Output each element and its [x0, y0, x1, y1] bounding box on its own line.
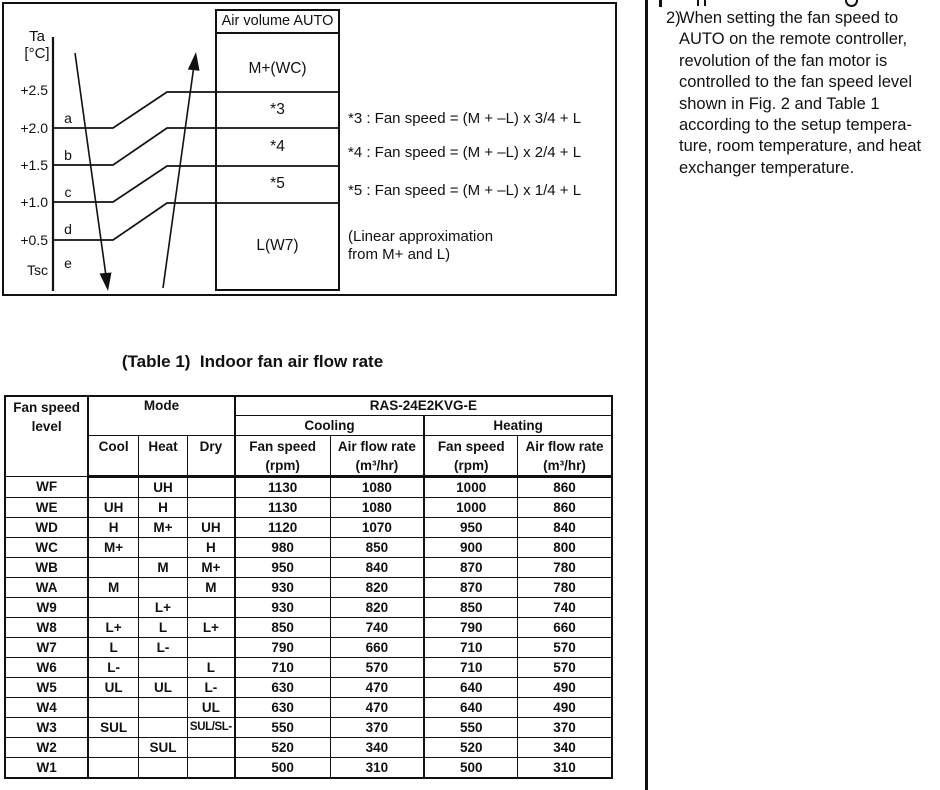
cell-cool: L+: [88, 617, 138, 637]
cell-h_flow: 660: [518, 617, 612, 637]
cell-heat: M: [138, 557, 187, 577]
cell-dry: [188, 757, 235, 778]
cell-heat: [138, 537, 187, 557]
cell-level: WA: [5, 577, 88, 597]
tick-label: +0.5: [20, 232, 48, 248]
cell-cool: UH: [88, 497, 138, 517]
header-text: (m³/hr): [543, 457, 586, 473]
table-row: [5, 476, 612, 497]
cell-c_rpm: 710: [235, 657, 330, 677]
zone-letter: a: [64, 110, 72, 126]
col-header-cool: Cool: [88, 435, 138, 476]
cell-dry: M: [188, 577, 235, 597]
note-line: exchanger temperature.: [679, 158, 855, 177]
clipped-text-fragment: [659, 0, 662, 7]
cell-h_flow: 780: [518, 557, 612, 577]
cell-c_flow: 740: [330, 617, 424, 637]
level-label: *5: [270, 175, 285, 192]
cell-level: W9: [5, 597, 88, 617]
cell-c_rpm: 520: [235, 737, 330, 757]
cell-c_flow: 570: [330, 657, 424, 677]
table-row: [5, 697, 612, 717]
cell-dry: M+: [188, 557, 235, 577]
cell-c_flow: 310: [330, 757, 424, 778]
table-row: [5, 637, 612, 657]
cell-cool: [88, 597, 138, 617]
cell-heat: UL: [138, 677, 187, 697]
cell-c_rpm: 980: [235, 537, 330, 557]
indoor-fan-airflow-table: [4, 395, 613, 779]
zone-letter: b: [64, 147, 72, 163]
table-row: [5, 617, 612, 637]
tick-label: +1.5: [20, 157, 48, 173]
cell-cool: M+: [88, 537, 138, 557]
note-paragraph: [666, 8, 938, 179]
col-header-dry: Dry: [188, 435, 235, 476]
header-text: Fan speed: [13, 400, 81, 415]
cell-c_rpm: 790: [235, 637, 330, 657]
cell-level: WC: [5, 537, 88, 557]
header-text: Fan speed: [249, 438, 316, 454]
cell-dry: H: [188, 537, 235, 557]
cell-h_flow: 570: [518, 657, 612, 677]
col-header-mode: Mode: [88, 396, 234, 435]
formula-line: *3 : Fan speed = (M + –L) x 3/4 + L: [348, 110, 582, 127]
cell-cool: [88, 757, 138, 778]
cell-heat: L-: [138, 637, 187, 657]
cell-level: W8: [5, 617, 88, 637]
cell-cool: [88, 737, 138, 757]
cell-dry: [188, 637, 235, 657]
zone-letter: c: [64, 184, 72, 200]
cell-cool: [88, 697, 138, 717]
table-row: [5, 717, 612, 737]
cell-cool: [88, 557, 138, 577]
cell-h_flow: 740: [518, 597, 612, 617]
cell-level: W6: [5, 657, 88, 677]
note-line: AUTO on the remote controller,: [679, 30, 908, 49]
cell-level: W7: [5, 637, 88, 657]
table-header: [5, 396, 612, 476]
table-row: [5, 597, 612, 617]
cell-level: W1: [5, 757, 88, 778]
cell-h_rpm: 870: [424, 577, 517, 597]
cell-c_flow: 470: [330, 697, 424, 717]
note-line: ture, room temperature, and heat: [679, 137, 922, 156]
note-line: shown in Fig. 2 and Table 1: [679, 94, 880, 113]
cell-h_rpm: 710: [424, 637, 517, 657]
zone-letter: e: [64, 255, 72, 271]
cell-dry: UH: [188, 517, 235, 537]
cell-c_rpm: 950: [235, 557, 330, 577]
header-text: level: [31, 419, 62, 434]
cell-c_rpm: 930: [235, 597, 330, 617]
table-row: [5, 757, 612, 778]
col-header-heat: Heat: [138, 435, 187, 476]
cell-h_rpm: 870: [424, 557, 517, 577]
air-volume-auto-title: Air volume AUTO: [221, 13, 334, 29]
level-label: *4: [270, 138, 285, 155]
cell-dry: L+: [188, 617, 235, 637]
cell-c_rpm: 1130: [235, 497, 330, 517]
table-body: [5, 476, 612, 778]
cell-c_rpm: 630: [235, 697, 330, 717]
table-row: [5, 557, 612, 577]
table-row: [5, 677, 612, 697]
cell-h_flow: 860: [518, 497, 612, 517]
header-text: (rpm): [453, 457, 489, 473]
cell-heat: [138, 697, 187, 717]
cell-c_flow: 1080: [330, 476, 424, 497]
cell-cool: SUL: [88, 717, 138, 737]
cell-h_flow: 840: [518, 517, 612, 537]
header-text: Air flow rate: [337, 438, 416, 454]
cell-h_flow: 490: [518, 677, 612, 697]
cell-heat: [138, 717, 187, 737]
header-text: Fan speed: [437, 438, 505, 454]
cell-level: WE: [5, 497, 88, 517]
approximation-note: from M+ and L): [348, 246, 451, 263]
cell-c_flow: 820: [330, 597, 424, 617]
cell-c_flow: 340: [330, 737, 424, 757]
cell-dry: [188, 597, 235, 617]
cell-c_rpm: 1130: [235, 476, 330, 497]
cell-h_flow: 860: [518, 476, 612, 497]
level-label: *3: [270, 101, 285, 118]
cell-h_rpm: 790: [424, 617, 517, 637]
cell-heat: SUL: [138, 737, 187, 757]
cell-c_flow: 1070: [330, 517, 424, 537]
table-title: (Table 1) Indoor fan air flow rate: [121, 352, 384, 371]
cell-h_rpm: 520: [424, 737, 517, 757]
cell-cool: L-: [88, 657, 138, 677]
cell-h_flow: 800: [518, 537, 612, 557]
col-header-heating-air-flow: [518, 435, 612, 476]
header-text: (m³/hr): [355, 457, 399, 473]
table-row: [5, 497, 612, 517]
cell-heat: UH: [138, 476, 187, 497]
cell-h_rpm: 500: [424, 757, 517, 778]
cell-c_rpm: 630: [235, 677, 330, 697]
cell-c_rpm: 500: [235, 757, 330, 778]
cell-h_rpm: 900: [424, 537, 517, 557]
cell-dry: L: [188, 657, 235, 677]
table-row: [5, 737, 612, 757]
cell-heat: [138, 757, 187, 778]
cell-heat: H: [138, 497, 187, 517]
note-line: revolution of the fan motor is: [679, 51, 888, 70]
cell-heat: L: [138, 617, 187, 637]
cell-h_rpm: 850: [424, 597, 517, 617]
cell-heat: [138, 577, 187, 597]
cell-h_flow: 310: [518, 757, 612, 778]
table-row: [5, 577, 612, 597]
cell-h_flow: 340: [518, 737, 612, 757]
cell-h_flow: 780: [518, 577, 612, 597]
cell-h_rpm: 710: [424, 657, 517, 677]
tick-label: +1.0: [20, 194, 48, 210]
cell-heat: [138, 657, 187, 677]
cell-cool: M: [88, 577, 138, 597]
cell-dry: SUL/SL-: [188, 717, 235, 737]
axis-title: Ta: [29, 28, 45, 45]
cell-c_flow: 470: [330, 677, 424, 697]
column-divider: [645, 0, 648, 790]
col-header-heating: Heating: [424, 415, 612, 435]
table-row: [5, 657, 612, 677]
cell-c_flow: 1080: [330, 497, 424, 517]
cell-h_rpm: 640: [424, 697, 517, 717]
cell-c_flow: 840: [330, 557, 424, 577]
cell-dry: L-: [188, 677, 235, 697]
col-header-cooling-fan-speed: [235, 435, 330, 476]
clipped-text-fragment: [704, 0, 706, 6]
zone-letter: d: [64, 221, 72, 237]
note-line: When setting the fan speed to: [679, 9, 899, 27]
cell-c_flow: 820: [330, 577, 424, 597]
cell-h_rpm: 640: [424, 677, 517, 697]
tick-label: Tsc: [27, 262, 48, 278]
cell-h_flow: 490: [518, 697, 612, 717]
cell-level: WD: [5, 517, 88, 537]
cell-dry: [188, 737, 235, 757]
cell-cool: [88, 476, 138, 497]
axis-unit: [°C]: [24, 45, 50, 62]
cell-level: W4: [5, 697, 88, 717]
formula-line: *4 : Fan speed = (M + –L) x 2/4 + L: [348, 144, 582, 161]
cell-c_rpm: 550: [235, 717, 330, 737]
cell-dry: [188, 497, 235, 517]
clipped-text-fragment: [697, 0, 699, 6]
col-header-model: RAS-24E2KVG-E: [235, 396, 612, 415]
cell-dry: [188, 476, 235, 497]
col-header-cooling: Cooling: [235, 415, 425, 435]
header-text: Air flow rate: [525, 438, 604, 454]
formula-line: *5 : Fan speed = (M + –L) x 1/4 + L: [348, 182, 582, 199]
cell-h_flow: 570: [518, 637, 612, 657]
tick-label: +2.5: [20, 82, 48, 98]
col-header-fan-speed-level: [5, 396, 88, 476]
table-row: [5, 537, 612, 557]
note-line: according to the setup tempera-: [679, 116, 912, 135]
cell-level: WB: [5, 557, 88, 577]
cell-level: W5: [5, 677, 88, 697]
col-header-cooling-air-flow: [330, 435, 424, 476]
cell-cool: H: [88, 517, 138, 537]
cell-level: W2: [5, 737, 88, 757]
cell-dry: UL: [188, 697, 235, 717]
cell-h_flow: 370: [518, 717, 612, 737]
cell-c_rpm: 1120: [235, 517, 330, 537]
cell-h_rpm: 550: [424, 717, 517, 737]
cell-h_rpm: 1000: [424, 497, 517, 517]
note-item-number: 2): [666, 9, 681, 27]
cell-heat: L+: [138, 597, 187, 617]
table-row: [5, 517, 612, 537]
clipped-text-fragment: [845, 0, 858, 7]
tick-label: +2.0: [20, 120, 48, 136]
cell-h_rpm: 1000: [424, 476, 517, 497]
level-label: M+(WC): [248, 60, 307, 77]
cell-c_flow: 660: [330, 637, 424, 657]
cell-level: WF: [5, 476, 88, 497]
cell-c_flow: 370: [330, 717, 424, 737]
cell-c_rpm: 930: [235, 577, 330, 597]
cell-cool: L: [88, 637, 138, 657]
cell-cool: UL: [88, 677, 138, 697]
level-label: L(W7): [256, 237, 299, 254]
approximation-note: (Linear approximation: [348, 228, 494, 245]
note-line: controlled to the fan speed level: [679, 73, 912, 92]
cell-c_rpm: 850: [235, 617, 330, 637]
cell-heat: M+: [138, 517, 187, 537]
cell-level: W3: [5, 717, 88, 737]
header-text: (rpm): [265, 457, 300, 473]
cell-c_flow: 850: [330, 537, 424, 557]
col-header-heating-fan-speed: [424, 435, 517, 476]
cell-h_rpm: 950: [424, 517, 517, 537]
